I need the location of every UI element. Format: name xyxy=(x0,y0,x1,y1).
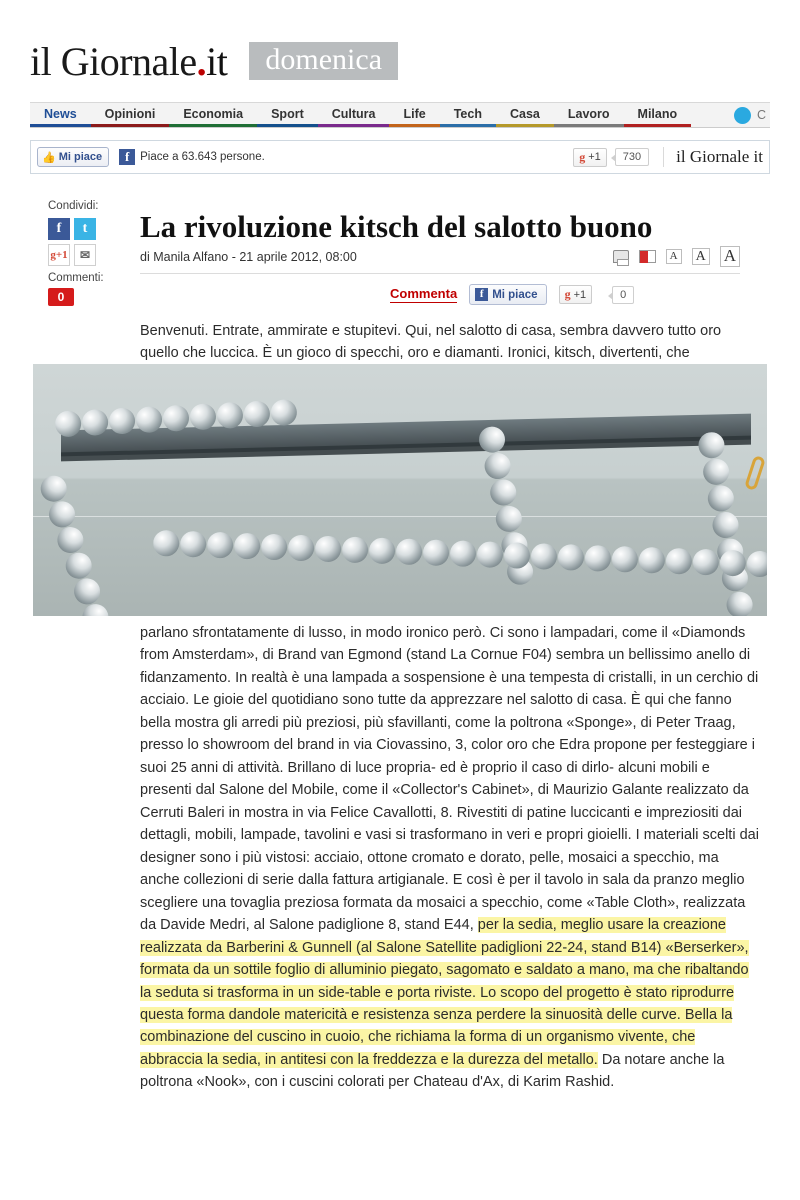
search-area[interactable] xyxy=(734,103,770,127)
photo-clasp xyxy=(744,455,766,491)
nav-item-opinioni[interactable]: Opinioni xyxy=(91,103,170,127)
logo-dot: . xyxy=(196,38,207,84)
print-icon[interactable] xyxy=(613,250,629,263)
social-bar xyxy=(30,140,770,174)
article-photo xyxy=(33,364,767,616)
photo-bead-strand xyxy=(476,424,541,606)
article-google-plus-count: 0 xyxy=(612,286,634,304)
site-logo[interactable] xyxy=(30,38,227,85)
share-column xyxy=(46,200,124,306)
article-google-plus-label: +1 xyxy=(573,288,587,301)
font-size-small-button[interactable]: A xyxy=(666,249,682,263)
logo-suffix: it xyxy=(206,38,228,84)
search-icon[interactable] xyxy=(734,107,751,124)
article-body-highlight: per la sedia, meglio usare la creazione realizzata da Barberini & Gunnell (al Salone Satellite padiglioni 22-24, stand B14) «Berserker», formata da un sottile foglio di alluminio piegato, sagomato e saldato a mano, ma che ribaltando la seduta si trasforma in un side-table e porta riviste. Lo scopo del progetto è stato riprodurre questa forma dandole matericità e resistenza senza perdere la sinuosità delle curve. Bella la combinazione del cuscino in cuoio, che richiama la forma di un organismo vivente, che abbraccia la sedia, in antitesi con la freddezza e la durezza del metallo. xyxy=(140,917,749,1068)
facebook-share-icon[interactable]: f xyxy=(48,218,70,240)
nav-item-news[interactable]: News xyxy=(30,103,91,127)
nav-item-tech[interactable]: Tech xyxy=(440,103,496,127)
facebook-icon: f xyxy=(119,149,135,165)
photo-bead-strand xyxy=(695,430,757,616)
photo-bead-strand xyxy=(36,472,124,616)
article-google-plus-one-button[interactable] xyxy=(559,285,593,304)
article-tools xyxy=(613,246,740,267)
font-size-large-button[interactable]: A xyxy=(720,246,740,267)
section-tag-domenica[interactable]: domenica xyxy=(249,42,398,81)
nav-item-casa[interactable]: Casa xyxy=(496,103,554,127)
nav-item-lavoro[interactable]: Lavoro xyxy=(554,103,624,127)
nav-item-life[interactable]: Life xyxy=(389,103,439,127)
byline-row xyxy=(140,240,740,274)
google-plus-icon: g xyxy=(579,149,586,164)
article-actions xyxy=(390,284,634,305)
nav-item-milano[interactable]: Milano xyxy=(624,103,692,127)
nav-overflow-label: C xyxy=(756,108,766,122)
google-plus-icon: g xyxy=(564,287,571,301)
font-size-medium-button[interactable]: A xyxy=(692,248,710,265)
google-plus-count: 730 xyxy=(615,148,649,166)
article-body-part-3: Da notare anche la poltrona «Nook», con i cuscini colorati per Chateau d'Ax, di Karim Rashid. xyxy=(140,1051,725,1091)
twitter-share-icon[interactable]: t xyxy=(74,218,96,240)
masthead xyxy=(30,30,770,92)
email-icon[interactable] xyxy=(639,250,656,263)
photo-horizon-line xyxy=(33,516,767,517)
share-icon-row-1 xyxy=(46,218,124,240)
comments-count-badge[interactable]: 0 xyxy=(48,288,74,306)
nav-item-sport[interactable]: Sport xyxy=(257,103,318,127)
share-icon-row-2 xyxy=(46,244,124,266)
article-facebook-like-button[interactable] xyxy=(469,284,546,305)
byline: di Manila Alfano - 21 aprile 2012, 08:00 xyxy=(140,249,357,264)
article-lead: Benvenuti. Entrate, ammirate e stupitevi. Qui, nel salotto di casa, sembra davvero tutto oro quello che luccica. È un gioco di specchi, oro e diamanti. Ironici, kitsch, divertenti, che xyxy=(140,323,722,362)
google-plus-share-icon[interactable]: g+1 xyxy=(48,244,70,266)
google-plus-label: +1 xyxy=(588,151,601,163)
main-navigation xyxy=(30,102,770,128)
facebook-icon: f xyxy=(475,288,488,301)
comment-link[interactable]: Commenta xyxy=(390,286,458,301)
photo-bead-strand xyxy=(153,529,767,579)
nav-item-economia[interactable]: Economia xyxy=(169,103,257,127)
logo-main: il Giornale xyxy=(30,38,197,84)
facebook-like-count-text: Piace a 63.643 persone. xyxy=(140,151,265,163)
facebook-like-label: Mi piace xyxy=(58,151,103,163)
comments-label: Commenti: xyxy=(48,272,104,284)
google-plus-area xyxy=(573,147,763,167)
google-plus-one-button[interactable] xyxy=(573,148,607,167)
article-body-part-1: parlano sfrontatamente di lusso, in modo ironico però. Ci sono i lampadari, come il «Diamonds from Amsterdam», di Brand van Egmond (stand La Cornue F04) sembra un bellissimo anello di fidanzamento. In realtà è una lampada a sospensione è una tempesta di cristalli, in un cerchio di acciaio. Le gioie del quotidiano sono tutte da apprezzare nel salotto di casa. È qui che fanno bella mostra gli arredi più preziosi, più sfavillanti, come la poltrona «Sponge», di Peter Traag, presso lo showroom del brand in via Ciovassino, 3, color oro che Edra propone per festeggiare i suoi 25 anni di attività. Brillano di luce propria- ed è proprio il caso di dirlo- alcuni mobili e presenti dal Salone del Mobile, come il «Collector's Cabinet», di Maurizio Galante realizzato da Cerruti Baleri in mostra in via Felice Cavallotti, 8. Rivestiti di patine luccicanti e impreziositi dai dettagli, mobili, lampade, tavolini e vasi si trasformano in veri e propri gioielli. I materiali scelti dai designer sono i più vistosi: acciaio, ottone cromato e dorato, pelle, mosaici a specchio, ma anche collezioni di serie dalla fattura artigianale. E così è per il tavolo in sala da pranzo meglio scegliere una tovaglia preziosa formata da mosaici a specchio, come «Table Cloth», realizzata da Davide Medri, al Salone padiglione 8, stand E44, xyxy=(140,625,759,934)
share-label: Condividi: xyxy=(48,200,99,212)
nav-item-cultura[interactable]: Cultura xyxy=(318,103,390,127)
thumbs-up-icon: 👍 xyxy=(42,151,56,164)
page-title: La rivoluzione kitsch del salotto buono xyxy=(140,208,653,244)
article-body xyxy=(140,622,760,1094)
article-facebook-like-label: Mi piace xyxy=(492,288,538,301)
email-share-icon[interactable]: ✉ xyxy=(74,244,96,266)
facebook-like-button[interactable] xyxy=(37,147,109,167)
brand-right-label: il Giornale it xyxy=(663,147,763,167)
